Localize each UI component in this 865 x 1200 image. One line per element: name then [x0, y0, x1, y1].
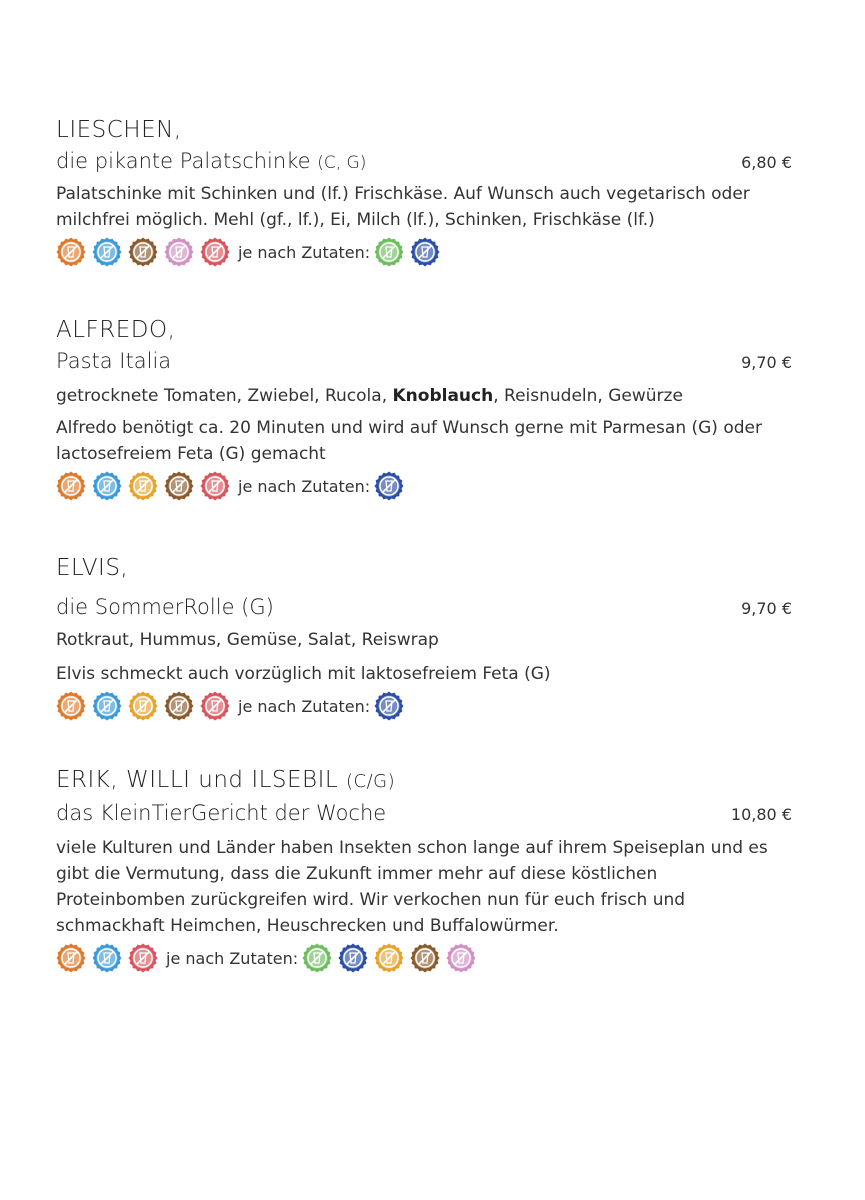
subtitle-text: die pikante Palatschinke — [56, 149, 311, 173]
lactose-free-icon — [374, 691, 404, 721]
menu-item-erik-willi-ilsebil — [56, 765, 796, 975]
item-description: Alfredo benötigt ca. 20 Minuten und wird auf Wunsch gerne mit Parmesan (G) oder lactosefreiem Feta (G) gemacht — [56, 418, 762, 464]
no-nuts-icon — [56, 691, 86, 721]
vegan-icon — [302, 943, 332, 973]
lactose-free-icon — [374, 471, 404, 501]
item-price: 6,80 € — [741, 153, 792, 172]
allergen-icons — [56, 689, 796, 723]
ingredients-note: je nach Zutaten: — [238, 476, 371, 496]
item-title: ALFREDO, — [56, 317, 176, 343]
no-milk-icon — [164, 237, 194, 267]
no-bottle-icon — [92, 471, 122, 501]
item-subtitle: Pasta Italia — [56, 349, 172, 373]
no-fish-icon — [200, 237, 230, 267]
item-title — [56, 765, 796, 797]
no-gluten-icon — [128, 237, 158, 267]
item-price: 9,70 € — [741, 599, 792, 618]
lactose-free-icon — [338, 943, 368, 973]
item-ingredients — [56, 383, 796, 409]
ingredients-text-rest: , Reisnudeln, Gewürze — [493, 386, 683, 406]
ingredients-note: je nach Zutaten: — [238, 242, 371, 262]
no-milk-icon — [446, 943, 476, 973]
no-fish-icon — [128, 943, 158, 973]
no-fish-icon — [200, 691, 230, 721]
no-egg-icon — [128, 471, 158, 501]
no-nuts-icon — [56, 471, 86, 501]
item-description: Palatschinke mit Schinken und (lf.) Frischkäse. Auf Wunsch auch vegetarisch oder milchfrei möglich. Mehl (gf., lf.), Ei, Milch (lf.), Schinken, Frischkäse (lf.) — [56, 184, 750, 230]
allergen-codes: (C, G) — [317, 153, 367, 173]
no-nuts-icon — [56, 943, 86, 973]
no-egg-icon — [128, 691, 158, 721]
ingredients-text: getrocknete Tomaten, Zwiebel, Rucola, — [56, 386, 393, 406]
item-price: 10,80 € — [730, 805, 792, 824]
allergen-codes: (C/G) — [346, 771, 396, 792]
no-bottle-icon — [92, 691, 122, 721]
item-description: Elvis schmeckt auch vorzüglich mit laktosefreiem Feta (G) — [56, 664, 551, 684]
menu-item-lieschen — [56, 115, 796, 269]
item-price: 9,70 € — [741, 353, 792, 372]
no-bottle-icon — [92, 943, 122, 973]
menu-item-elvis — [56, 553, 796, 723]
no-gluten-icon — [164, 471, 194, 501]
item-subtitle: die SommerRolle (G) — [56, 595, 274, 619]
no-gluten-icon — [164, 691, 194, 721]
lactose-free-icon — [410, 237, 440, 267]
title-text: ERIK, WILLI und ILSEBIL — [56, 767, 339, 793]
vegan-icon — [374, 237, 404, 267]
allergen-icons — [56, 469, 796, 503]
item-subtitle: das KleinTierGericht der Woche — [56, 801, 387, 825]
no-egg-icon — [374, 943, 404, 973]
allergen-icons — [56, 941, 796, 975]
ingredients-note: je nach Zutaten: — [166, 948, 299, 968]
item-title: LIESCHEN, — [56, 117, 182, 143]
no-nuts-icon — [56, 237, 86, 267]
ingredients-note: je nach Zutaten: — [238, 696, 371, 716]
ingredient-highlight: Knoblauch — [392, 386, 494, 406]
item-description: viele Kulturen und Länder haben Insekten schon lange auf ihrem Speiseplan und es gibt die Vermutung, dass die Zukunft immer mehr auf diese köstlichen Proteinbomben zurückgreifen wird. Wir verkochen nun für euch frisch und schmackhaft Heimchen, Heuschrecken und Buffalowürmer. — [56, 838, 768, 936]
allergen-icons — [56, 235, 796, 269]
no-fish-icon — [200, 471, 230, 501]
item-ingredients: Rotkraut, Hummus, Gemüse, Salat, Reiswrap — [56, 630, 439, 650]
no-gluten-icon — [410, 943, 440, 973]
menu-item-alfredo — [56, 315, 796, 503]
item-title: ELVIS, — [56, 555, 129, 581]
no-bottle-icon — [92, 237, 122, 267]
item-subtitle — [56, 149, 366, 173]
